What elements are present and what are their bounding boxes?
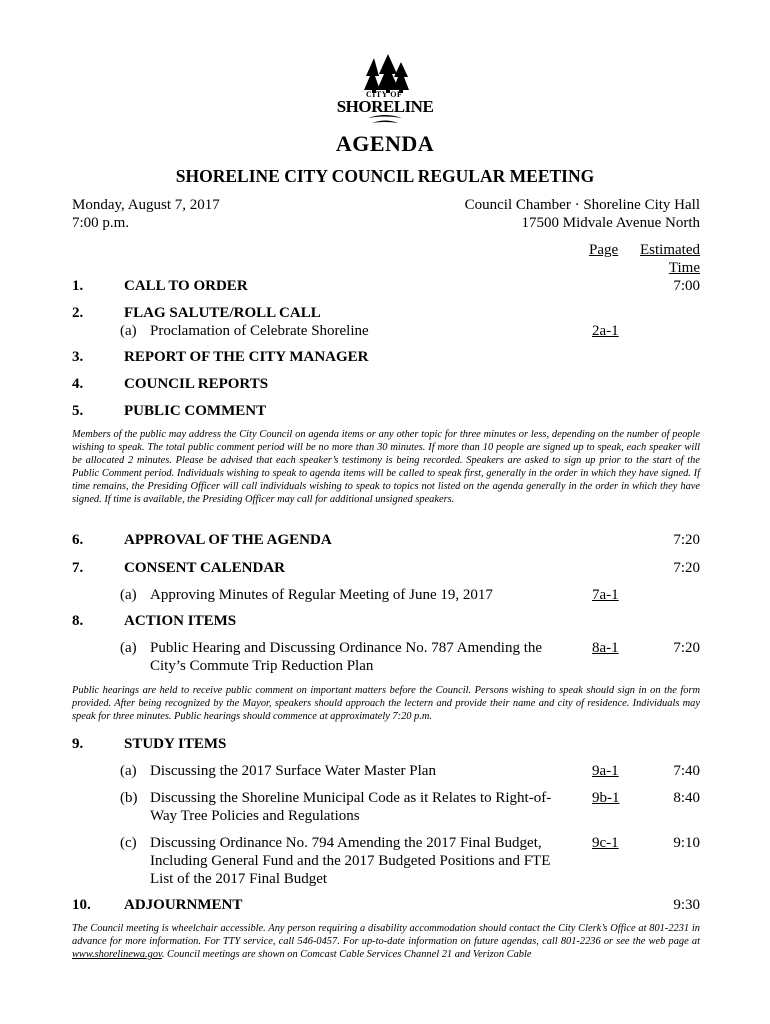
meeting-title: SHORELINE CITY COUNCIL REGULAR MEETING [175,166,595,186]
item-time: 7:20 [673,560,700,576]
sub-item-time: 8:40 [673,790,700,806]
item-number: 10. [72,897,91,913]
meeting-location: Council Chamber · Shoreline City Hall [464,197,700,213]
sub-item-text: Including General Fund and the 2017 Budgeted Positions and FTE [150,853,551,869]
sub-item-page-link[interactable]: 9b-1 [592,790,620,806]
sub-item-time: 7:20 [673,640,700,656]
item-time: 9:30 [673,897,700,913]
footer-text: . Council meetings are shown on Comcast Cable Services Channel 21 and Verizon Cable [161,949,532,960]
sub-item-letter: (c) [120,835,137,851]
meeting-time: 7:00 p.m. [72,215,130,231]
sub-item-text: City’s Commute Trip Reduction Plan [150,658,374,674]
website-link[interactable]: www.shorelinewa.gov [72,949,162,960]
item-time: 7:00 [673,278,700,294]
footer-text: The Council meeting is wheelchair accessible. Any person requiring a disability accommodation should contact the City Clerk’s Office at 801-2231 in advance for more information. For TTY service, call 546-0457. For up-to-date information on future agendas, call 801-2236 or see the web page at [72,923,700,947]
sub-item-text: List of the 2017 Final Budget [150,871,328,887]
agenda-title: AGENDA [335,131,435,156]
logo-city-of: CITY OF [366,90,403,99]
item-title: FLAG SALUTE/ROLL CALL [124,305,321,321]
item-number: 1. [72,278,84,294]
item-number: 9. [72,736,84,752]
item-number: 2. [72,305,84,321]
footer-accessibility-note [72,922,700,961]
time-column-header-2: Time [668,260,700,276]
sub-item-text: Approving Minutes of Regular Meeting of June 19, 2017 [150,587,493,603]
sub-item-text: Proclamation of Celebrate Shoreline [150,323,369,339]
item-title: ADJOURNMENT [124,897,243,913]
sub-item-text: Public Hearing and Discussing Ordinance No. 787 Amending the [150,640,543,656]
item-number: 8. [72,613,84,629]
sub-item-letter: (a) [120,640,137,656]
sub-item-text: Discussing the Shoreline Municipal Code as it Relates to Right-of- [150,790,552,806]
item-number: 3. [72,349,84,365]
sub-item-page-link[interactable]: 2a-1 [592,323,619,339]
sub-item-letter: (a) [120,587,137,603]
item-number: 6. [72,532,84,548]
meeting-address: 17500 Midvale Avenue North [521,215,700,231]
sub-item-page-link[interactable]: 8a-1 [592,640,619,656]
item-title: ACTION ITEMS [124,613,237,629]
item-number: 5. [72,403,84,419]
sub-item-time: 7:40 [673,763,700,779]
item-title: STUDY ITEMS [124,736,227,752]
page-column-header: Page [589,242,619,258]
item-title: REPORT OF THE CITY MANAGER [124,349,369,365]
public-comment-note: Members of the public may address the City Council on agenda items or any other topic for three minutes or less, depending on the number of people wishing to speak. The total public comment period will be no more than 30 minutes. If more than 10 people are signed up to speak, each speaker will be allocated 2 minutes. Please be advised that each speaker’s testimony is being recorded. Speakers are asked to sign up prior to the start of the Public Comment period. Individuals wishing to speak to agenda items will be called to speak first, generally in the order in which they have signed. If time remains, the Presiding Officer will call individuals wishing to speak to topics not listed on the agenda generally in the order in which they have signed. If time is available, the Presiding Officer may call for additional unsigned speakers. [72,429,700,505]
sub-item-page-link[interactable]: 7a-1 [592,587,619,603]
item-number: 4. [72,376,84,392]
public-hearing-note: Public hearings are held to receive public comment on important matters before the Council. Persons wishing to speak should sign in on the form provided. After being recognized by the Mayor, speakers should approach the lectern and provide their name and city of residence. Individuals may speak for three minutes. Public hearings should commence at approximately 7:20 p.m. [72,685,700,722]
sub-item-letter: (a) [120,323,137,339]
item-time: 7:20 [673,532,700,548]
item-title: CALL TO ORDER [124,278,248,294]
sub-item-letter: (a) [120,763,137,779]
sub-item-text: Way Tree Policies and Regulations [150,808,360,824]
sub-item-letter: (b) [120,790,138,806]
item-title: COUNCIL REPORTS [124,376,269,392]
meeting-date: Monday, August 7, 2017 [72,197,220,213]
item-number: 7. [72,560,84,576]
item-title: PUBLIC COMMENT [124,403,267,419]
time-column-header-1: Estimated [640,242,700,258]
item-title: APPROVAL OF THE AGENDA [124,532,332,548]
logo-shoreline: SHORELINE [336,97,434,116]
sub-item-time: 9:10 [673,835,700,851]
item-title: CONSENT CALENDAR [124,560,286,576]
sub-item-text: Discussing the 2017 Surface Water Master Plan [150,763,436,779]
sub-item-text: Discussing Ordinance No. 794 Amending the 2017 Final Budget, [150,835,542,851]
sub-item-page-link[interactable]: 9c-1 [592,835,619,851]
sub-item-page-link[interactable]: 9a-1 [592,763,619,779]
